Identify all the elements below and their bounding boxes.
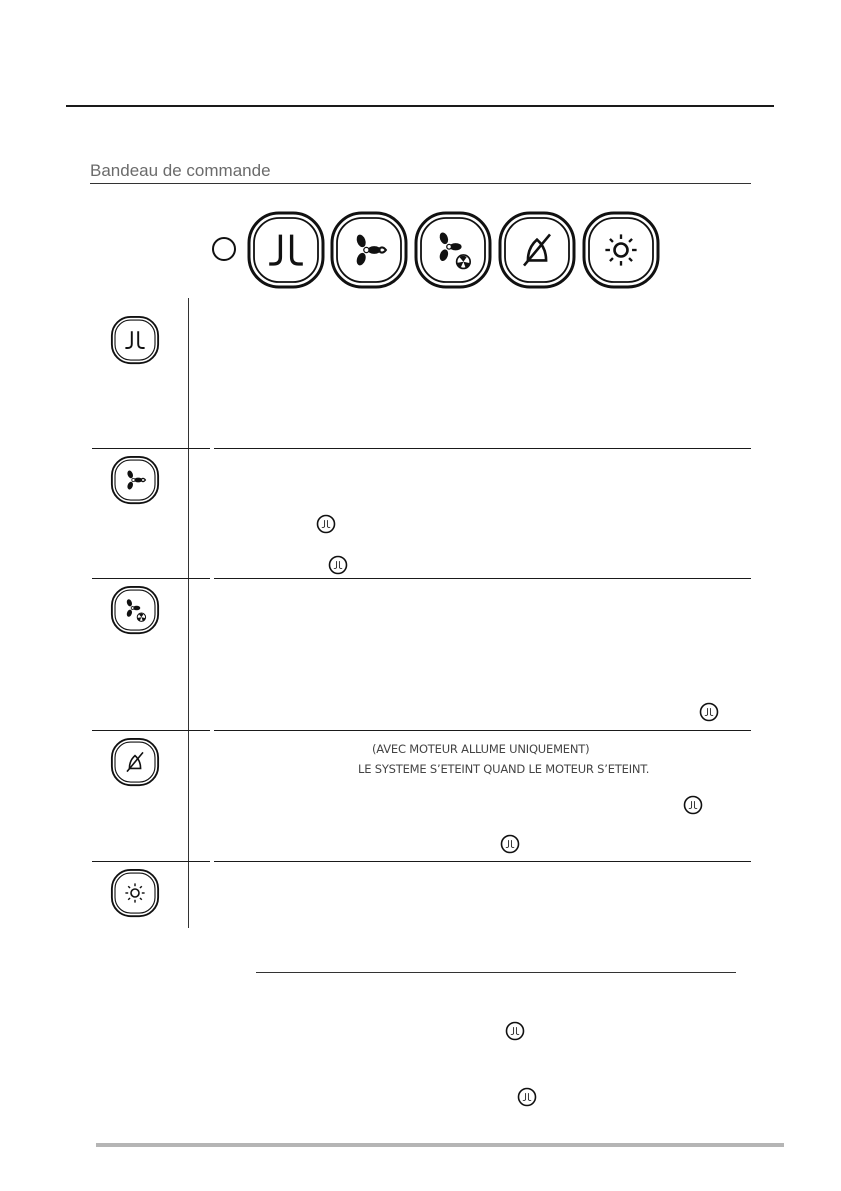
table-row-fan-low-icon-box <box>110 455 160 505</box>
row-separator <box>214 448 751 449</box>
panel-light-button[interactable] <box>581 210 661 290</box>
inline-power-icon <box>500 834 520 854</box>
panel-power-button[interactable] <box>246 210 326 290</box>
inline-power-icon <box>316 514 336 534</box>
footer-rule <box>96 1143 784 1147</box>
section-title: Bandeau de commande <box>90 161 271 180</box>
row-separator <box>92 448 210 449</box>
subsection-rule <box>256 972 736 973</box>
table-row-fan-high-icon-box <box>110 585 160 635</box>
row-separator <box>92 730 210 731</box>
panel-timer-off-button[interactable] <box>497 210 577 290</box>
row-separator <box>214 578 751 579</box>
timer-note-system-off: LE SYSTEME S’ETEINT QUAND LE MOTEUR S’ETEINT. <box>358 762 650 776</box>
panel-fan-low-button[interactable] <box>329 210 409 290</box>
inline-power-icon <box>505 1021 525 1041</box>
row-separator <box>214 730 751 731</box>
status-led-indicator <box>212 237 236 261</box>
header-rule <box>66 105 774 107</box>
table-row-light-icon-box <box>110 868 160 918</box>
inline-power-icon <box>328 555 348 575</box>
inline-power-icon <box>699 702 719 722</box>
row-separator <box>92 578 210 579</box>
inline-power-icon <box>683 795 703 815</box>
row-separator <box>92 861 210 862</box>
section-title-underline <box>90 183 751 184</box>
table-row-power-icon-box <box>110 315 160 365</box>
inline-power-icon <box>517 1087 537 1107</box>
timer-note-motor-on: (AVEC MOTEUR ALLUME UNIQUEMENT) <box>372 742 590 756</box>
panel-fan-high-button[interactable] <box>413 210 493 290</box>
table-vertical-divider <box>188 298 189 928</box>
table-row-timer-icon-box <box>110 737 160 787</box>
row-separator <box>214 861 751 862</box>
